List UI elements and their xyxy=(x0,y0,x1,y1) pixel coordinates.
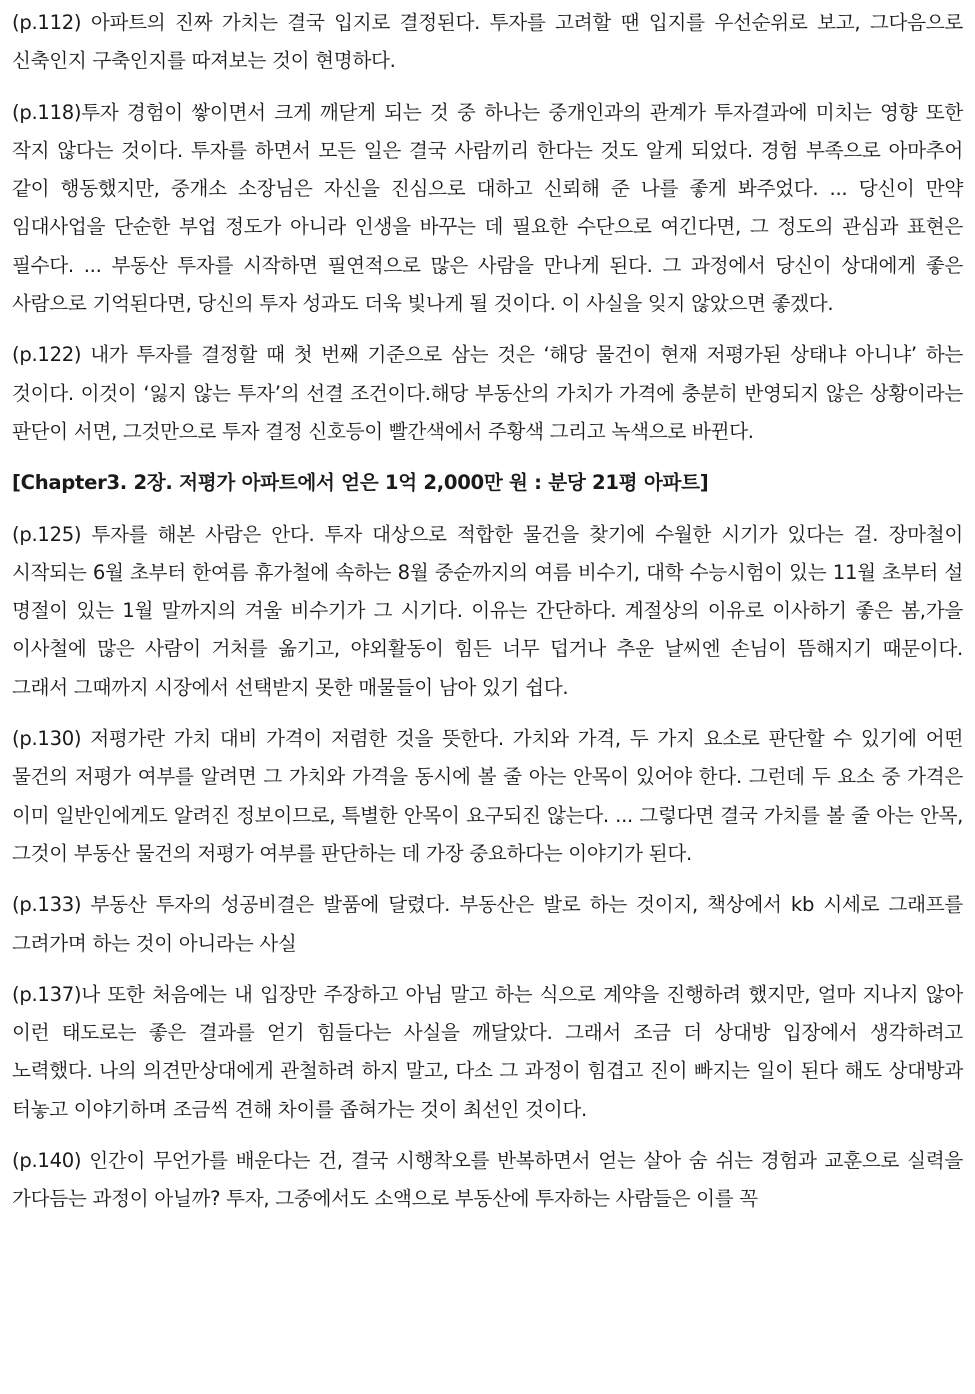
paragraph-p125: (p.125) 투자를 해본 사람은 안다. 투자 대상으로 적합한 물건을 찾기에 수월한 시기가 있다는 걸. 장마철이 시작되는 6월 초부터 한여름 휴가철에 속하는 8월 중순까지의 여름 비수기, 대학 수능시험이 있는 11월 초부터 설 명절이 있는 1월 말까지의 겨울 비수기가 그 시기다. 이유는 간단하다. 계절상의 이유로 이사하기 좋은 봄,가을 이사철에 많은 사람이 거처를 옮기고, 야외활동이 힘든 너무 덥거나 추운 날씨엔 손님이 뜸해지기 때문이다. 그래서 그때까지 시장에서 선택받지 못한 매물들이 남아 있기 쉽다. xyxy=(12,522,963,699)
chapter-heading: [Chapter3. 2장. 저평가 아파트에서 얻은 1억 2,000만 원 : 분당 21평 아파트] xyxy=(12,471,709,495)
paragraph-p118: (p.118)투자 경험이 쌓이면서 크게 깨닫게 되는 것 중 하나는 중개인과의 관계가 투자결과에 미치는 영향 또한 작지 않다는 것이다. 투자를 하면서 모든 일은 결국 사람끼리 한다는 것도 알게 되었다. 경험 부족으로 아마추어 같이 행동했지만, 중개소 소장님은 자신을 진심으로 대하고 신뢰해 준 나를 좋게 봐주었다. ... 당신이 만약 임대사업을 단순한 부업 정도가 아니라 인생을 바꾸는 데 필요한 수단으로 여긴다면, 그 정도의 관심과 표현은 필수다. ... 부동산 투자를 시작하면 필연적으로 많은 사람을 만나게 된다. 그 과정에서 당신이 상대에게 좋은 사람으로 기억된다면, 당신의 투자 성과도 더욱 빛나게 될 것이다. 이 사실을 잊지 않았으면 좋겠다. xyxy=(12,100,963,316)
paragraph-p130: (p.130) 저평가란 가치 대비 가격이 저렴한 것을 뜻한다. 가치와 가격, 두 가지 요소로 판단할 수 있기에 어떤 물건의 저평가 여부를 알려면 그 가치와 가격을 동시에 볼 줄 아는 안목이 있어야 한다. 그런데 두 요소 중 가격은 이미 일반인에게도 알려진 정보이므로, 특별한 안목이 요구되진 않는다. ... 그렇다면 결국 가치를 볼 줄 아는 안목, 그것이 부동산 물건의 저평가 여부를 판단하는 데 가장 중요하다는 이야기가 된다. xyxy=(12,727,963,865)
paragraph-p133: (p.133) 부동산 투자의 성공비결은 발품에 달렸다. 부동산은 발로 하는 것이지, 책상에서 kb 시세로 그래프를 그려가며 하는 것이 아니라는 사실 xyxy=(12,893,963,955)
paragraph-p112: (p.112) 아파트의 진짜 가치는 결국 입지로 결정된다. 투자를 고려할 땐 입지를 우선순위로 보고, 그다음으로 신축인지 구축인지를 따져보는 것이 현명하다. xyxy=(12,11,963,73)
paragraph-p137: (p.137)나 또한 처음에는 내 입장만 주장하고 아님 말고 하는 식으로 계약을 진행하려 했지만, 얼마 지나지 않아 이런 태도로는 좋은 결과를 얻기 힘들다는 사실을 깨달았다. 그래서 조금 더 상대방 입장에서 생각하려고 노력했다. 나의 의견만상대에게 관철하려 하지 말고, 다소 그 과정이 힘겹고 진이 빠지는 일이 된다 해도 상대방과 터놓고 이야기하며 조금씩 견해 차이를 좁혀가는 것이 최선인 것이다. xyxy=(12,982,963,1121)
paragraph-p140: (p.140) 인간이 무언가를 배운다는 건, 결국 시행착오를 반복하면서 얻는 살아 숨 쉬는 경험과 교훈으로 실력을 가다듬는 과정이 아닐까? 투자, 그중에서도 소액으로 부동산에 투자하는 사람들은 이를 꼭 xyxy=(12,1149,963,1211)
paragraph-p122: (p.122) 내가 투자를 결정할 때 첫 번째 기준으로 삼는 것은 ‘해당 물건이 현재 저평가된 상태냐 아니냐’ 하는 것이다. 이것이 ‘잃지 않는 투자’의 선결 조건이다.해당 부동산의 가치가 가격에 충분히 반영되지 않은 상황이라는 판단이 서면, 그것만으로 투자 결정 신호등이 빨간색에서 주황색 그리고 녹색으로 바뀐다. xyxy=(12,343,963,443)
